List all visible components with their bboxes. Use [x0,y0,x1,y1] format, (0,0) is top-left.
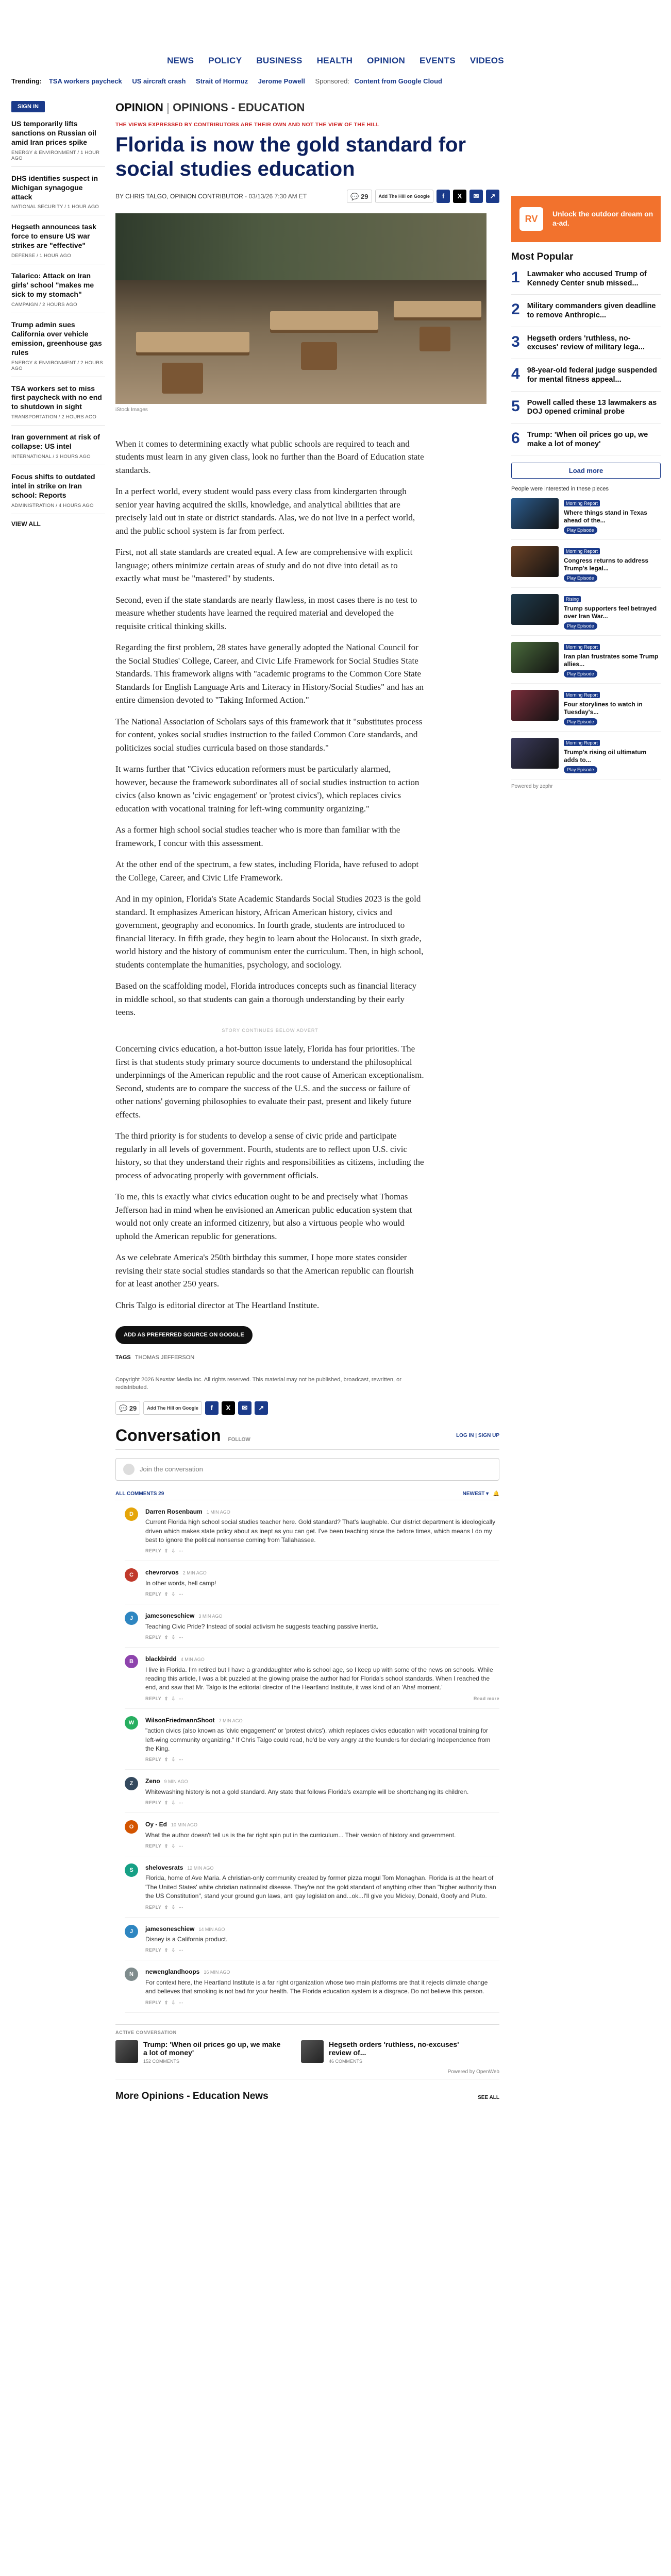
x-icon[interactable]: X [222,1401,235,1415]
source-badge: Morning Report [564,644,600,650]
share-icon[interactable]: ↗ [255,1401,268,1415]
more-opinions-title: More Opinions - Education News [115,2091,269,2102]
comment-body [145,1507,499,1555]
comment-time: 10 MIN AGO [171,1822,198,1828]
comment-username[interactable]: newenglandhoops [145,1968,200,1976]
comment-actions: REPLY ⇧ ⇩ ⋯ [145,1904,183,1910]
recommendation-item[interactable] [511,594,661,636]
trending-item[interactable]: TSA workers paycheck [48,77,122,85]
paragraph: The National Association of Scholars says of this framework that it "substitutes process for content, yokes social studies instruction to the failed Common Core standards, and politicizes social studies curricula based on those standards." [115,716,423,753]
avatar[interactable]: C [125,1568,138,1582]
comment-time: 3 MIN AGO [198,1614,223,1619]
paragraph: Regarding the first problem, 28 states have generally adopted the National Council for the Social Studies' College, Career, and Civic Life Framework for Social Studies State Standards. This framework aligns with "academic programs to the Common Core State Standards for English Language Arts and Literacy in History/Social Studies" and has an entire dimension devoted to "Taking Informed Action." [115,642,424,705]
comment-actions: REPLY ⇧ ⇩ ⋯ [145,1757,183,1762]
paragraph: First, not all state standards are created equal. A few are comprehensive with explicit language; others minimize certain areas of study and do not dive into detail as to exactly what must be "mastered" by students. [115,547,413,584]
people-interested-label: People were interested in these pieces [511,486,609,493]
conversation-title: Conversation [115,1426,221,1445]
avatar[interactable]: N [125,1968,138,1981]
active-title[interactable]: Trump: 'When oil prices go up, we make a lot of money' [143,2040,281,2057]
avatar[interactable]: O [125,1820,138,1834]
comment-time: 12 MIN AGO [187,1866,214,1871]
list-item[interactable] [11,472,105,514]
reply-button[interactable]: REPLY [145,1999,162,2005]
comment-actions: REPLY ⇧ ⇩ ⋯ Read more [145,1696,499,1702]
tag-link[interactable]: THOMAS JEFFERSON [135,1354,195,1361]
join-conversation-input[interactable] [115,1458,499,1481]
rank: 1 [511,269,520,286]
recommendation-title[interactable]: Congress returns to address Trump's legal... [564,557,649,572]
comment [125,1770,499,1813]
play-episode-button[interactable]: Play Episode [564,622,597,630]
popular-title[interactable]: 98-year-old federal judge suspended for mental fitness appeal... [527,366,657,384]
nav-business[interactable]: BUSINESS [256,56,303,65]
source-badge: Morning Report [564,500,600,506]
list-item[interactable] [11,223,105,264]
avatar[interactable]: J [125,1612,138,1625]
comment [125,1709,499,1770]
rank: 3 [511,333,520,350]
popular-title[interactable]: Military commanders given deadline to remove Anthropic... [527,302,656,320]
popular-item[interactable] [511,302,661,327]
comment-username[interactable]: WilsonFriedmannShoot [145,1716,215,1724]
headline[interactable]: Hegseth announces task force to ensure US war strikes are "effective" [11,223,96,250]
play-episode-button[interactable]: Play Episode [564,766,597,773]
top-navigation [0,0,671,88]
trending-item[interactable]: Strait of Hormuz [196,77,248,85]
thumbnail [511,594,559,625]
paragraph: Chris Talgo is editorial director at The Heartland Institute. [115,1300,320,1310]
recommendation-title[interactable]: Four storylines to watch in Tuesday's... [564,701,643,716]
hero-image [115,213,487,404]
comment-username[interactable]: Zeno [145,1777,160,1785]
recommendation-item[interactable] [511,546,661,588]
preferred-source-button[interactable]: ADD AS PREFERRED SOURCE ON GOOGLE [115,1326,253,1344]
comment-list [115,1500,499,2013]
comment-body [145,1968,499,2006]
paragraph: In a perfect world, every student would pass every class from kindergarten through senior year having acquired the skills, knowledge, and analytical abilities that are precisely laid out in state or district standards. Alas, we do not live in a perfect world, and the public school system is far from perfect. [115,486,415,536]
reply-button[interactable]: REPLY [145,1843,162,1849]
paragraph: The third priority is for students to develop a sense of civic pride and participate regularly in all levels of government. Fourth, students are to reflect upon U.S. civic history, so that they understand their rights and responsibilities as citizens, including the process of advocating properly with government officials. [115,1131,424,1180]
tags-label: TAGS [115,1354,131,1361]
share-bar-bottom [115,1401,499,1415]
sort-dropdown[interactable]: NEWEST ▾ 🔔 [462,1490,499,1497]
rank: 5 [511,397,520,415]
comment-username[interactable]: Darren Rosenbaum [145,1507,203,1515]
image-chair [301,342,337,370]
recommendation-title[interactable]: Iran plan frustrates some Trump allies... [564,653,659,668]
rank: 2 [511,301,520,318]
comment-time: 14 MIN AGO [198,1926,225,1932]
sign-in-button[interactable]: SIGN IN [11,101,45,112]
image-chair [162,363,203,394]
thumbnail [511,690,559,721]
comment-username[interactable]: blackbirdd [145,1655,177,1663]
comment-text: Whitewashing history is not a gold standard. Any state that follows Florida's example will be shortchanging its children. [145,1788,469,1795]
paragraph: And in my opinion, Florida's State Academic Standards Social Studies 2023 is the gold standard. It emphasizes American history, African American history, civics and government, geography and economics. In fourth grade, students are introduced to financial literacy. In fifth grade, they begin to learn about the Holocaust. In sixth grade, world history and the history of communism enter the curriculum. Then, in high school, students contemplate the humanities, psychology, and sociology. [115,894,424,970]
see-all-link[interactable]: SEE ALL [478,2095,499,2101]
ad-label: STORY CONTINUES BELOW ADVERT [222,1027,318,1033]
list-item[interactable] [11,433,105,465]
reply-button[interactable]: REPLY [145,1757,162,1762]
nav-health[interactable]: HEALTH [316,56,353,65]
headline[interactable]: Talarico: Attack on Iran girls' school "makes me sick to my stomach" [11,272,94,298]
list-item[interactable] [11,320,105,377]
image-wall [115,213,487,280]
comment [125,1604,499,1648]
powered-by-openweb: Powered by OpenWeb [115,2069,499,2079]
most-popular-title: Most Popular [511,251,574,262]
recommendation-item[interactable] [511,738,661,779]
page-title: Florida is now the gold standard for social studies education [115,133,466,180]
paragraph: It warns further that "Civics education reformers must be particularly alarmed, however, because the framework subordinates all of social studies instruction to action civics (also known as 'civic engagement' or 'protest civics'), which replaces civics education with vocational training for left-wing community organizing." [115,764,420,814]
play-episode-button[interactable]: Play Episode [564,670,597,677]
recommendation-item[interactable] [511,498,661,540]
sort-label: NEWEST [462,1490,485,1497]
rank: 4 [511,365,520,383]
reply-button[interactable]: REPLY [145,1591,162,1597]
thumbnail [511,642,559,673]
comment-username[interactable]: Oy - Ed [145,1821,167,1828]
popular-item[interactable] [511,334,661,359]
reply-button[interactable]: REPLY [145,1548,162,1554]
trending-label: Trending: [11,77,42,85]
bell-icon[interactable]: 🔔 [493,1490,499,1497]
nav-videos[interactable]: VIDEOS [469,56,504,65]
comment-text: Disney is a California product. [145,1936,228,1943]
nav-events[interactable]: EVENTS [420,56,456,65]
comment-time: 4 MIN AGO [180,1657,205,1663]
active-count: 152 COMMENTS [143,2059,180,2064]
load-more-button[interactable]: Load more [511,463,661,479]
nav-policy[interactable]: POLICY [208,56,242,65]
meta: DEFENSE / 1 HOUR AGO [11,253,71,259]
headline[interactable]: Focus shifts to outdated intel in strike on Iran school: Reports [11,472,95,499]
avatar[interactable]: D [125,1507,138,1521]
active-title[interactable]: Hegseth orders 'ruthless, no-excuses' review of... [329,2040,459,2057]
recommendation-title[interactable]: Trump's rising oil ultimatum adds to... [564,749,647,764]
comment-actions: REPLY ⇧ ⇩ ⋯ [145,1591,183,1597]
play-episode-button[interactable]: Play Episode [564,574,597,582]
x-icon[interactable]: X [453,190,466,203]
trending-item[interactable]: Jerome Powell [258,77,305,85]
breadcrumb-opinion[interactable]: OPINION [115,101,163,114]
sponsored-link[interactable]: Content from Google Cloud [354,77,442,85]
paragraph: As a former high school social studies teacher who is more than familiar with the framework, I concur with this assessment. [115,825,400,848]
comment-text: What the author doesn't tell us is the far right spin put in the curriculum... Their version of history and government. [145,1831,456,1839]
comment-actions: REPLY ⇧ ⇩ ⋯ [145,1548,183,1554]
active-conversation-label: ACTIVE CONVERSATION [115,2029,177,2035]
breadcrumb-separator: | [166,101,170,114]
email-icon[interactable]: ✉ [469,190,483,203]
comment-text: Teaching Civic Pride? Instead of social activism he suggests teaching passive inertia. [145,1622,379,1630]
image-desk [270,311,378,330]
paragraph: When it comes to determining exactly what public schools are required to teach and students must learn in any given class, look no further than the Board of Education state standards. [115,438,424,475]
paragraph: Based on the scaffolding model, Florida introduces concepts such as financial literacy in middle school, so that students can gain a thorough understanding by their early teens. [115,981,417,1018]
comment-actions: REPLY ⇧ ⇩ ⋯ [145,1635,183,1640]
byline-row [115,190,499,203]
nav-opinion[interactable]: OPINION [367,56,406,65]
comment-text: Florida, home of Ave Maria. A christian-only community created by former pizza mogul Tom Monaghan. Florida is at the heart of 'The United States' white christian nationalist disease. They're not the gold standard of anything other than "higher authority than the US Constitution", stand your ground gun laws, anti gay legislation and...ok...I'll give you Mickey, Donald, Goofy and Pluto. [145,1874,496,1900]
comment-body [145,1863,499,1911]
byline [115,193,307,200]
comment-actions: REPLY ⇧ ⇩ ⋯ [145,1800,183,1806]
comment-body [145,1777,499,1806]
meta: NATIONAL SECURITY / 1 HOUR AGO [11,204,99,210]
thumbnail [511,738,559,769]
list-item[interactable] [11,384,105,426]
recommendation-item[interactable] [511,690,661,732]
play-episode-button[interactable]: Play Episode [564,527,597,534]
google-preferred-button[interactable]: Add The Hill on Google [375,190,434,203]
comment-actions: REPLY ⇧ ⇩ ⋯ [145,1999,183,2005]
rank: 6 [511,429,520,447]
facebook-icon[interactable]: f [205,1401,219,1415]
reply-button[interactable]: REPLY [145,1800,162,1806]
image-credit: iStock Images [115,406,148,413]
comment [125,1960,499,2012]
breadcrumb [115,101,499,114]
opinion-disclaimer: THE VIEWS EXPRESSED BY CONTRIBUTORS ARE THEIR OWN AND NOT THE VIEW OF THE HILL [115,122,380,128]
facebook-icon[interactable]: f [437,190,450,203]
comment-count: 29 [361,192,368,200]
thumbnail [511,546,559,577]
tags [115,1353,425,1362]
ad-text: Unlock the outdoor dream on a-ad. [552,210,653,228]
comment-text: Current Florida high school social studies teacher here. Gold standard? That's laughable. Our district department is ideologically driven which makes state policy about as inept as you can get. I've been teaching since the before times, which means I do my best to ignore the political nonsense coming from Tallahassee. [145,1518,496,1544]
meta: ADMINISTRATION / 4 HOURS AGO [11,502,94,509]
recommendation-title[interactable]: Where things stand in Texas ahead of the... [564,509,647,524]
comment-actions: REPLY ⇧ ⇩ ⋯ [145,1843,183,1849]
left-rail [11,101,105,528]
comment-body [145,1820,499,1850]
comment-text: "action civics (also known as 'civic engagement' or 'protest civics'), which replaces civics education with vocational training for left-wing community organizing." If Chris Talgo could read, he'd be very angry at the founders for declaring Independence from the King. [145,1727,491,1752]
comment [125,1918,499,1961]
source-badge: Morning Report [564,548,600,554]
meta: CAMPAIGN / 2 HOURS AGO [11,301,77,308]
headline[interactable]: Trump admin sues California over vehicle emission, greenhouse gas rules [11,320,102,357]
meta: ENERGY & ENVIRONMENT / 2 HOURS AGO [11,360,103,371]
comment-count-button[interactable]: 💬 29 [347,190,372,203]
comment-time: 7 MIN AGO [219,1718,243,1723]
comment-text: For context here, the Heartland Institute is a far right organization whose two main platforms are that it rejects climate change and believes that smoking is not bad for your health. The Florida education system is a disgrace. Do not believe this person. [145,1978,488,1995]
comment-text: In other words, hell camp! [145,1579,216,1587]
popular-item[interactable] [511,431,661,455]
meta: TRANSPORTATION / 2 HOURS AGO [11,414,97,420]
nav-news[interactable]: NEWS [167,56,194,65]
paragraph: Second, even if the state standards are nearly flawless, in most cases there is no test to measure whether students have learned the required material and developed the requisite critical thinking skills. [115,595,417,631]
active-conversation [115,2024,499,2064]
reply-button[interactable]: REPLY [145,1635,162,1640]
sponsored-label: Sponsored: [315,77,349,85]
meta: INTERNATIONAL / 3 HOURS AGO [11,454,91,460]
avatar[interactable]: W [125,1716,138,1730]
read-more-link[interactable]: Read more [473,1696,499,1701]
play-episode-button[interactable]: Play Episode [564,718,597,725]
popular-title[interactable]: Hegseth orders 'ruthless, no-excuses' review of military lega... [527,334,645,352]
share-bar [347,190,499,203]
join-placeholder: Join the conversation [140,1465,203,1473]
thumbnail [115,2040,138,2063]
paragraph: Concerning civics education, a hot-button issue lately, Florida has four priorities. The first is that students study primary source documents to understand the philosophical underpinnings of the American republic and the root cause of American exceptionalism. Second, students are to compare the success of the U.S. and the success or failure of other nations' governing philosophies to evaluate their past, present and likely future effects. [115,1044,424,1120]
comment-body [145,1568,499,1598]
source-badge: Rising [564,596,581,602]
reply-button[interactable]: REPLY [145,1696,162,1701]
more-opinions-header [115,2091,499,2102]
google-preferred-button[interactable]: Add The Hill on Google [143,1401,202,1415]
popular-title[interactable]: Trump: 'When oil prices go up, we make a lot of money' [527,430,648,448]
comment-actions: REPLY ⇧ ⇩ ⋯ [145,1947,183,1953]
comment [125,1500,499,1562]
article-body [115,437,425,1362]
main-nav [0,56,671,66]
copyright: Copyright 2026 Nexstar Media Inc. All rights reserved. This material may not be published, broadcast, rewritten, or redistributed. [115,1377,401,1391]
comment [125,1856,499,1918]
paragraph: To me, this is exactly what civics education ought to be and precisely what Thomas Jefferson had in mind when he envisioned an American public education system that would not only create an informed citizenry, but also a virtuous people who would uphold the American republic for generations. [115,1192,412,1241]
tab-all-comments[interactable]: ALL COMMENTS 29 [115,1490,164,1497]
conversation [115,1426,499,2079]
share-icon[interactable]: ↗ [486,190,499,203]
login-signup-link[interactable]: LOG IN | SIGN UP [456,1432,499,1438]
ad-logo: RV [519,207,543,231]
recommendation-title[interactable]: Trump supporters feel betrayed over Iran War... [564,605,657,620]
list-item[interactable] [11,120,105,167]
headline[interactable]: TSA workers set to miss first paycheck with no end to shutdown in sight [11,384,102,411]
comment-username[interactable]: chevrorvos [145,1569,179,1577]
comment-body [145,1655,499,1702]
comment-count: 29 [129,1404,137,1412]
source-badge: Morning Report [564,692,600,698]
avatar[interactable]: B [125,1655,138,1668]
list-item[interactable] [11,174,105,216]
publish-date: - 03/13/26 7:30 AM ET [245,192,307,200]
view-all-link[interactable]: VIEW ALL [11,520,41,528]
comment-body [145,1925,499,1954]
comment-text: I live in Florida. I'm retired but I have a granddaughter who is school age, so I keep up with some of the news on schools. While reading this article, I was a bit puzzled at the glowing praise the author had for Florida's school standards. When I reached the end, and saw that Mr. Talgo is the editorial director of the Heartland Institute, it was kind of an 'Aha! moment.' [145,1666,493,1691]
headline[interactable]: DHS identifies suspect in Michigan synagogue attack [11,174,98,201]
active-item[interactable] [115,2040,286,2064]
paragraph: At the other end of the spectrum, a few states, including Florida, have refused to adopt the College, Career, and Civic Life Framework. [115,859,419,883]
right-rail [511,196,661,789]
recommendation-list [511,498,661,779]
comment [125,1813,499,1856]
image-chair [420,327,450,351]
reply-button[interactable]: REPLY [145,1904,162,1910]
comment-username[interactable]: shelovesrats [145,1864,183,1872]
meta: ENERGY & ENVIRONMENT / 1 HOUR AGO [11,149,100,161]
avatar[interactable]: S [125,1863,138,1877]
paragraph: As we celebrate America's 250th birthday this summer, I hope more states consider revising their state social studies standards so that the American republic can flourish for at least another 250 years. [115,1252,414,1289]
popular-item[interactable] [511,399,661,423]
list-item[interactable] [11,272,105,313]
breadcrumb-subsection[interactable]: OPINIONS - EDUCATION [173,101,305,114]
active-item[interactable] [301,2040,471,2064]
recommendation-item[interactable] [511,642,661,684]
thumbnail [511,498,559,529]
popular-title[interactable]: Powell called these 13 lawmakers as DOJ opened criminal probe [527,398,657,416]
email-icon[interactable]: ✉ [238,1401,251,1415]
article [115,101,499,2102]
trending-item[interactable]: US aircraft crash [132,77,186,85]
comment-username[interactable]: jamesoneschiew [145,1612,195,1620]
comment-time: 1 MIN AGO [206,1509,230,1515]
comment [125,1561,499,1604]
comment-body [145,1716,499,1764]
comment-count-button[interactable]: 💬 29 [115,1401,140,1415]
popular-item[interactable] [511,366,661,391]
source-badge: Morning Report [564,740,600,746]
reply-button[interactable]: REPLY [145,1947,162,1953]
comment-username[interactable]: jamesoneschiew [145,1925,195,1933]
comment [125,1648,499,1709]
follow-button[interactable]: FOLLOW [228,1436,250,1443]
avatar [123,1464,135,1475]
thumbnail [301,2040,324,2063]
conversation-header [115,1426,499,1450]
author[interactable]: BY CHRIS TALGO, OPINION CONTRIBUTOR [115,192,243,200]
comment-time: 2 MIN AGO [182,1570,207,1576]
comment-time: 16 MIN AGO [204,1970,230,1975]
popular-item[interactable] [511,270,661,295]
avatar[interactable]: J [125,1925,138,1938]
comment-body [145,1612,499,1641]
comment-time: 9 MIN AGO [164,1779,188,1785]
image-desk [394,301,481,317]
headline[interactable]: Iran government at risk of collapse: US intel [11,433,100,451]
trending-bar [11,77,661,85]
avatar[interactable]: Z [125,1777,138,1790]
powered-by-zephr: Powered by zephr [511,784,553,790]
image-desk [136,332,249,352]
popular-title[interactable]: Lawmaker who accused Trump of Kennedy Center snub missed... [527,270,647,287]
active-count: 46 COMMENTS [329,2059,363,2064]
headline[interactable]: US temporarily lifts sanctions on Russian oil amid Iran prices spike [11,120,96,146]
comment-tabs [115,1491,499,1500]
advertisement[interactable] [511,196,661,242]
